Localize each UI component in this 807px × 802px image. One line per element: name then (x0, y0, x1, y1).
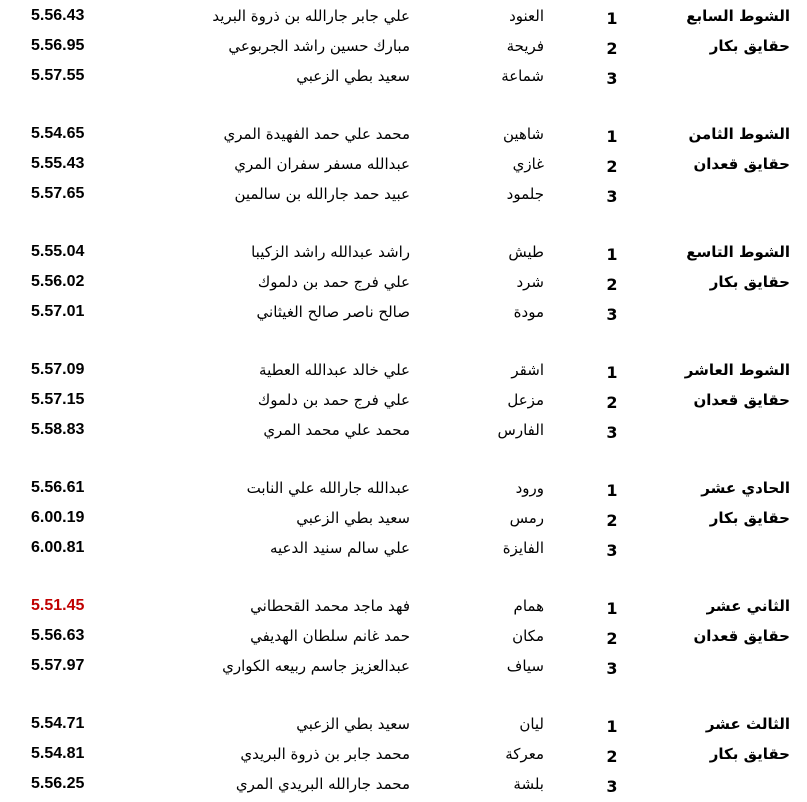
owner-name: علي جابر جارالله بن ذروة البريد (212, 7, 410, 25)
camel-name: مزعل (507, 391, 544, 409)
owner-name: علي خالد عبدالله العطية (259, 361, 410, 379)
race-time: 5.54.71 (31, 715, 85, 732)
camel-name: همام (513, 597, 544, 615)
camel-name: فريحة (506, 37, 544, 55)
result-rank: 1 (606, 481, 618, 500)
camel-name: شاهين (503, 125, 544, 143)
owner-name: سعيد بطي الزعبي (296, 715, 410, 733)
camel-name: شماعة (501, 67, 544, 85)
result-rank: 2 (606, 393, 618, 412)
result-rank: 2 (606, 511, 618, 530)
camel-name: ليان (519, 715, 544, 733)
heat-title: الشوط العاشر (684, 361, 790, 379)
camel-name: غازي (512, 155, 544, 173)
result-rank: 3 (606, 187, 618, 206)
camel-name: بلشة (513, 775, 544, 793)
race-time: 5.56.61 (31, 479, 85, 496)
heat-category: حقايق قعدان (693, 391, 790, 409)
race-time: 5.55.43 (31, 155, 85, 172)
camel-name: سياف (506, 657, 544, 675)
heat-title: الشوط التاسع (686, 243, 790, 261)
race-time: 6.00.19 (31, 509, 85, 526)
heat-title: الحادي عشر (701, 479, 790, 497)
heat-category: حقايق بكار (709, 745, 790, 763)
result-rank: 3 (606, 69, 618, 88)
result-rank: 2 (606, 39, 618, 58)
owner-name: علي سالم سنيد الدعيه (269, 539, 410, 557)
owner-name: حمد غانم سلطان الهديفي (250, 627, 410, 645)
race-time: 5.57.97 (31, 657, 85, 674)
race-time: 5.56.02 (31, 273, 85, 290)
camel-name: اشقر (511, 361, 544, 379)
race-time: 5.56.25 (31, 775, 85, 792)
camel-name: ورود (515, 479, 544, 497)
heat-title: الثاني عشر (706, 597, 790, 615)
heat-category: حقايق قعدان (693, 155, 790, 173)
heat-category: حقايق قعدان (693, 627, 790, 645)
heat-category: حقايق بكار (709, 509, 790, 527)
race-time: 5.57.01 (31, 303, 85, 320)
result-rank: 2 (606, 275, 618, 294)
result-rank: 1 (606, 9, 618, 28)
result-rank: 1 (606, 127, 618, 146)
camel-name: جلمود (506, 185, 544, 203)
race-time: 5.57.55 (31, 67, 85, 84)
race-time: 5.54.65 (31, 125, 85, 142)
heat-category: حقايق بكار (709, 273, 790, 291)
owner-name: علي فرج حمد بن دلموك (257, 391, 410, 409)
result-rank: 1 (606, 717, 618, 736)
race-time: 5.55.04 (31, 243, 85, 260)
result-rank: 1 (606, 599, 618, 618)
owner-name: عبدالعزيز جاسم ربيعه الكواري (222, 657, 410, 675)
result-rank: 3 (606, 541, 618, 560)
camel-name: طيش (508, 243, 544, 261)
camel-name: رمس (509, 509, 544, 527)
race-time: 5.56.43 (31, 7, 85, 24)
camel-name: العنود (509, 7, 544, 25)
result-rank: 1 (606, 245, 618, 264)
owner-name: محمد جارالله البريدي المري (235, 775, 410, 793)
camel-name: مكان (512, 627, 544, 645)
owner-name: محمد علي محمد المري (263, 421, 410, 439)
heat-title: الشوط السابع (686, 7, 790, 25)
race-time: 5.56.63 (31, 627, 85, 644)
owner-name: سعيد بطي الزعبي (296, 67, 410, 85)
owner-name: عبدالله مسفر سفران المري (234, 155, 410, 173)
owner-name: مبارك حسين راشد الجربوعي (228, 37, 410, 55)
race-time: 5.57.15 (31, 391, 85, 408)
race-time: 6.00.81 (31, 539, 85, 556)
result-rank: 2 (606, 629, 618, 648)
owner-name: محمد علي حمد الفهيدة المري (223, 125, 410, 143)
owner-name: راشد عبدالله راشد الزكيبا (251, 243, 410, 261)
owner-name: فهد ماجد محمد القحطاني (250, 597, 410, 615)
camel-name: الفايزة (502, 539, 544, 557)
race-time: 5.57.65 (31, 185, 85, 202)
result-rank: 3 (606, 777, 618, 796)
race-time: 5.58.83 (31, 421, 85, 438)
result-rank: 3 (606, 423, 618, 442)
owner-name: سعيد بطي الزعبي (296, 509, 410, 527)
camel-name: معركة (505, 745, 544, 763)
result-rank: 3 (606, 659, 618, 678)
race-time: 5.54.81 (31, 745, 85, 762)
race-time: 5.57.09 (31, 361, 85, 378)
race-time: 5.56.95 (31, 37, 85, 54)
camel-name: الفارس (497, 421, 544, 439)
heat-title: الشوط الثامن (688, 125, 790, 143)
owner-name: محمد جابر بن ذروة البريدي (240, 745, 410, 763)
heat-title: الثالث عشر (705, 715, 790, 733)
result-rank: 3 (606, 305, 618, 324)
owner-name: عبدالله جارالله علي النابت (246, 479, 410, 497)
result-rank: 2 (606, 157, 618, 176)
heat-category: حقايق بكار (709, 37, 790, 55)
record-time: 5.51.45 (31, 597, 85, 614)
camel-name: شرد (516, 273, 544, 291)
result-rank: 2 (606, 747, 618, 766)
result-rank: 1 (606, 363, 618, 382)
owner-name: عبيد حمد جارالله بن سالمين (234, 185, 410, 203)
owner-name: صالح ناصر صالح الغيثاني (256, 303, 410, 321)
owner-name: علي فرج حمد بن دلموك (257, 273, 410, 291)
camel-name: مودة (513, 303, 544, 321)
